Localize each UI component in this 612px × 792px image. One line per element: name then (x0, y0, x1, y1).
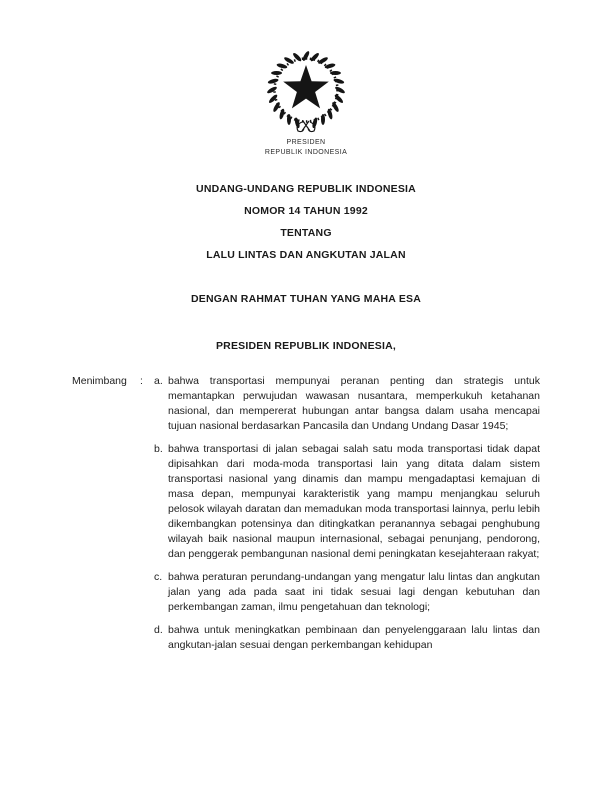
item-text: bahwa transportasi di jalan sebagai salah satu moda transportasi tidak dapat dipisahkan dari moda-moda transportasi lain yang ditata dalam sistem transportasi nasional yang dinamis dan mampu mengadaptasi kemajuan di masa depan, mempunyai karakteristik yang mampu menjangkau seluruh pelosok wilayah daratan dan memadukan moda transportasi lainnya, perlu lebih dikembangkan potensinya dan ditingkatkan peranannya sebagai penghubung wilayah baik nasional maupun internasional, sebagai penunjang, pendorong, dan penggerak pembangunan nasional demi peningkatan kesejahteraan rakyat; (168, 443, 540, 560)
tentang-label: TENTANG (280, 227, 332, 239)
item-text: bahwa transportasi mempunyai peranan penting dan strategis untuk memantapkan perwujudan wawasan nusantara, memperkukuh ketahanan nasional, dan mempererat hubungan antar bangsa dalam usaha mencapai tujuan nasional berdasarkan Pancasila dan Undang Undang Dasar 1945; (168, 375, 540, 432)
presidential-emblem (260, 50, 352, 134)
considering-items (154, 374, 540, 653)
letterhead-presiden: PRESIDEN (286, 139, 326, 146)
star-icon (283, 65, 329, 108)
letterhead-republik-indonesia: REPUBLIK INDONESIA (264, 149, 348, 156)
law-subject: LALU LINTAS DAN ANGKUTAN JALAN (206, 249, 406, 261)
law-title: UNDANG-UNDANG REPUBLIK INDONESIA (196, 183, 416, 195)
considering-colon: : (140, 375, 143, 387)
item-marker: c. (154, 571, 163, 583)
invocation: DENGAN RAHMAT TUHAN YANG MAHA ESA (190, 293, 422, 305)
letterhead (0, 50, 612, 158)
item-text: bahwa untuk meningkatkan pembinaan dan penyelenggaraan lalu lintas dan angkutan-jalan sesuai dengan perkembangan kehidupan (168, 624, 540, 651)
considering-item-d (154, 623, 540, 653)
law-title-block (0, 183, 612, 271)
item-marker: b. (154, 443, 163, 455)
considering-item-a (154, 374, 540, 434)
law-number: NOMOR 14 TAHUN 1992 (244, 205, 368, 217)
considering-item-b (154, 442, 540, 562)
issuer: PRESIDEN REPUBLIK INDONESIA, (215, 340, 397, 352)
item-marker: d. (154, 624, 163, 636)
considering-item-c (154, 570, 540, 615)
considering-label: Menimbang (72, 375, 127, 387)
considering-section (72, 374, 540, 653)
item-marker: a. (154, 375, 163, 387)
item-text: bahwa peraturan perundang-undangan yang mengatur lalu lintas dan angkutan jalan yang ada pada saat ini tidak sesuai lagi dengan kebutuhan dan perkembangan zaman, ilmu pengetahuan dan teknologi; (168, 571, 540, 613)
